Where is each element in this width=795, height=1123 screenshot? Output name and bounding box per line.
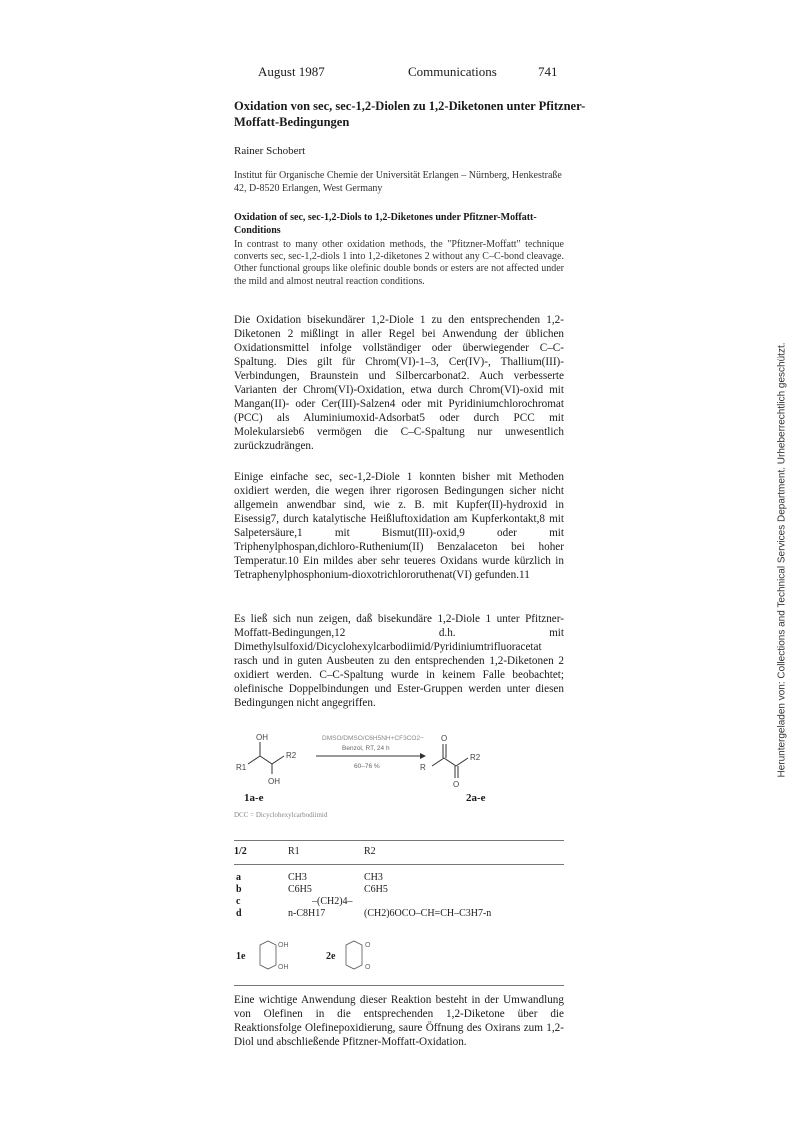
- cyclooctanedione-structure: [340, 937, 380, 979]
- table-body: [234, 872, 564, 924]
- reaction-scheme-drawing: [234, 730, 564, 810]
- table-cell: –(CH2)4–: [312, 896, 353, 907]
- body-paragraph-3: Es ließ sich nun zeigen, daß bisekundäre 1,2-Diole 1 unter Pfitzner-Moffatt-Bedingungen,12 d.h. mit Dimethylsulfoxid/Dicyclohexylcarbodiimid/Pyridiniumtrifluoracetat rasch und in guten Ausbeuten zu den entsprechenden 1,2-Diketonen 2 oxidiert werden. C–C-Spaltung wurde in keinem Falle beobachtet; olefinische Doppelbindungen und Ester-Gruppen werden unter diesen Bedingungen nicht angegriffen.: [234, 613, 564, 709]
- diketone-r: R: [420, 763, 426, 772]
- cyclic-oh-bottom: OH: [278, 964, 289, 971]
- closing-paragraph: Eine wichtige Anwendung dieser Reaktion besteht in der Umwandlung von Olefinen in die entsprechenden 1,2-Diketone über die Reaktionsfolge Olefinepoxidierung, saure Öffnung des Oxirans zum 1,2-Diol und abschließende Pfitzner-Moffatt-Oxidation.: [234, 994, 564, 1048]
- table-cell: C6H5: [288, 884, 312, 895]
- abstract-text: In contrast to many other oxidation methods, the "Pfitzner-Moffatt" technique converts sec, sec-1,2-diols 1 into 1,2-diketones 2 without any C–C-bond cleavage. Other functional groups like olefinic double bonds or esters are not affected under the mild and almost neutral reaction conditions.: [234, 239, 564, 287]
- table-row: [234, 884, 564, 896]
- table-header-r2: R2: [364, 846, 376, 857]
- table-row: [234, 896, 564, 908]
- author-affiliation: Institut für Organische Chemie der Universität Erlangen – Nürnberg, Henkestraße 42, D-8520 Erlangen, West Germany: [234, 170, 562, 194]
- table-header-compound: 1/2: [234, 846, 247, 857]
- table-cell: CH3: [364, 872, 383, 883]
- table-row: [234, 908, 564, 920]
- diketone-o-top: O: [441, 734, 448, 743]
- compound-2-label: 2a-e: [466, 792, 486, 804]
- table-cell: a: [236, 872, 241, 883]
- table-cell: C6H5: [364, 884, 388, 895]
- diketone-o-bottom: O: [453, 780, 460, 789]
- table-header-r1: R1: [288, 846, 300, 857]
- table-cell: c: [236, 896, 241, 907]
- header-page-number: 741: [538, 64, 558, 79]
- cyclooctanediol-structure: [252, 937, 298, 979]
- header-journal: Communications: [408, 64, 497, 79]
- table-header-rule: [234, 864, 564, 865]
- table-cell: CH3: [288, 872, 307, 883]
- table-row: [234, 872, 564, 884]
- body-paragraph-2: Einige einfache sec, sec-1,2-Diole 1 konnten bisher mit Methoden oxidiert werden, die wegen ihrer rigorosen Bedingungen sicher nicht allgemein anwendbar sind, wie z. B. mit Kupfer(II)-hydroxid in Eisessig7, durch katalytische Heißluftoxidation am Kupferkontakt,8 mit Salpetersäure,1 mit Bismut(III)-oxid,9 oder mit Triphenylphospan,dichloro-Ruthenium(II) Benzalaceton bei hoher Temperatur.10 Ein mildes aber sehr teueres Oxidans wurde kürzlich in Tetraphenylphosphonium-dioxotrichlororuthenat(VI) gefunden.11: [234, 471, 564, 581]
- diketone-structure: [432, 744, 468, 778]
- table-cell: b: [236, 884, 242, 895]
- article-title: Oxidation von sec, sec-1,2-Diolen zu 1,2-Diketonen unter Pfitzner-Moffatt-Bedingungen: [234, 99, 586, 129]
- cyclic-o-bottom: O: [365, 964, 371, 971]
- cyclic-oh-top: OH: [278, 942, 289, 949]
- table-bottom-rule: [234, 985, 564, 986]
- table-cell: d: [236, 908, 242, 919]
- reaction-yield: 60–76 %: [354, 763, 380, 770]
- compound-2e-label: 2e: [326, 951, 336, 962]
- table-cell: n-C8H17: [288, 908, 326, 919]
- abstract-title: Oxidation of sec, sec-1,2-Diols to 1,2-Diketones under Pfitzner-Moffatt-Conditions: [234, 212, 537, 236]
- diketone-r2: R2: [470, 753, 481, 762]
- table-row-e: [234, 937, 564, 979]
- header-date: August 1987: [258, 64, 325, 79]
- reagents-line-1: DMSO/DMSO/C6H5NH+CF3CO2−: [322, 735, 424, 742]
- table-cell: (CH2)6OCO–CH=CH–C3H7-n: [364, 908, 492, 919]
- diol-structure: [248, 742, 284, 774]
- download-notice: Heruntergeladen von: Collections and Technical Services Department. Urheberrechtlich geschützt.: [776, 342, 788, 778]
- compound-1-label: 1a-e: [244, 792, 264, 804]
- table-top-rule: [234, 840, 564, 841]
- reagents-line-2: Benzol, RT, 24 h: [342, 745, 390, 752]
- diol-r2: R2: [286, 751, 297, 760]
- diol-r1: R1: [236, 763, 247, 772]
- body-paragraph-1: Die Oxidation bisekundärer 1,2-Diole 1 zu den entsprechenden 1,2-Diketonen 2 mißlingt in aller Regel bei Anwendung der üblichen Oxidationsmittel infolge vollständiger oder überwiegender C–C-Spaltung. Dies gilt für Chrom(VI)-1–3, Cer(IV)-, Thallium(III)-Verbindungen, Braunstein und Silbercarbonat2. Auch verbesserte Varianten der Chrom(VI)-Oxidation, etwa durch Chrom(VI)-oxid mit Mangan(II)- oder Cer(III)-Salzen4 oder mit Pyridiniumchlorochromat (PCC) als Aluminiumoxid-Adsorbat5 oder durch PCC mit Molekularsieb6 vermögen die C–C-Spaltung nur unwesentlich zurückzudrängen.: [234, 314, 564, 452]
- table-header-row: [234, 846, 564, 860]
- dcc-footnote: DCC = Dicyclohexylcarbodiimid: [234, 811, 328, 819]
- compound-1e-label: 1e: [236, 951, 246, 962]
- cyclic-o-top: O: [365, 942, 371, 949]
- diol-oh-top: OH: [256, 733, 268, 742]
- reaction-arrow-head: [420, 753, 426, 759]
- article-author: Rainer Schobert: [234, 145, 306, 157]
- diol-oh-bottom: OH: [268, 777, 280, 786]
